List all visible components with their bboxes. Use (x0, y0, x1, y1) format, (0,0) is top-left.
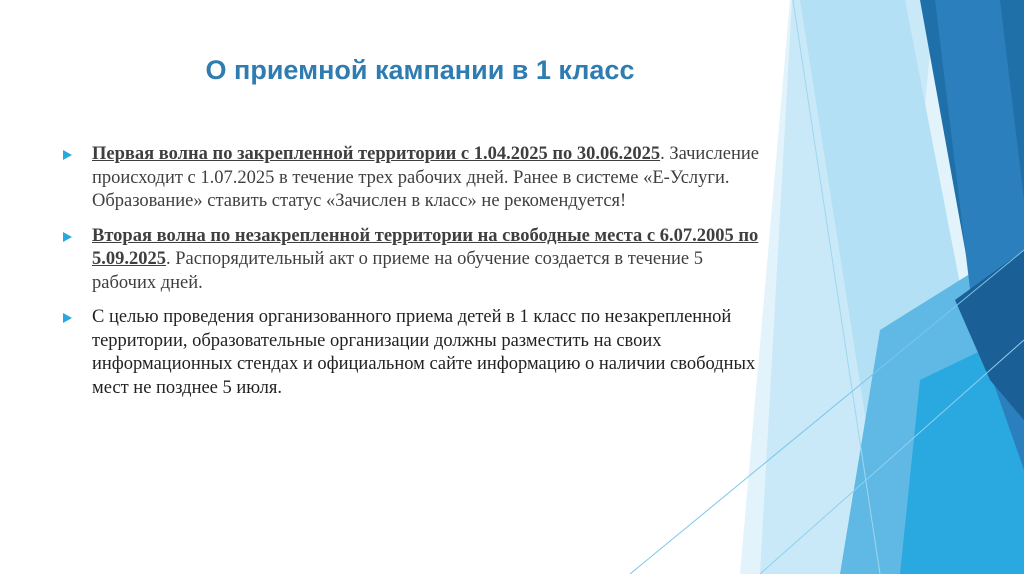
list-item (60, 143, 760, 214)
list-item (60, 306, 760, 400)
item-text: . Распорядительный акт о приеме на обучение создается в течение 5 рабочих дней. (92, 249, 703, 293)
bullet-list (60, 143, 760, 411)
triangle-bullet-icon (63, 232, 72, 242)
item-text: . Зачисление происходит с 1.07.2025 в течение трех рабочих дней. Ранее в системе «Е-Услуги. Образование» ставить статус «Зачислен в класс» не рекомендуется! (92, 144, 759, 211)
item-emphasis: Вторая волна по незакрепленной территории на свободные места с 6.07.2005 по 5.09.2025 (92, 225, 759, 269)
slide-title: О приемной кампании в 1 класс (205, 55, 635, 85)
list-item (60, 225, 760, 296)
item-emphasis: Первая волна по закрепленной территории с 1.04.2025 по 30.06.2025 (92, 144, 661, 164)
item-text: С целью проведения организованного приема детей в 1 класс по незакрепленной территории, образовательные организации должны разместить на своих информационных стендах и официальном сайте информацию о наличии свободных мест не позднее 5 июля. (92, 307, 756, 398)
triangle-bullet-icon (63, 150, 72, 160)
triangle-bullet-icon (63, 313, 72, 323)
